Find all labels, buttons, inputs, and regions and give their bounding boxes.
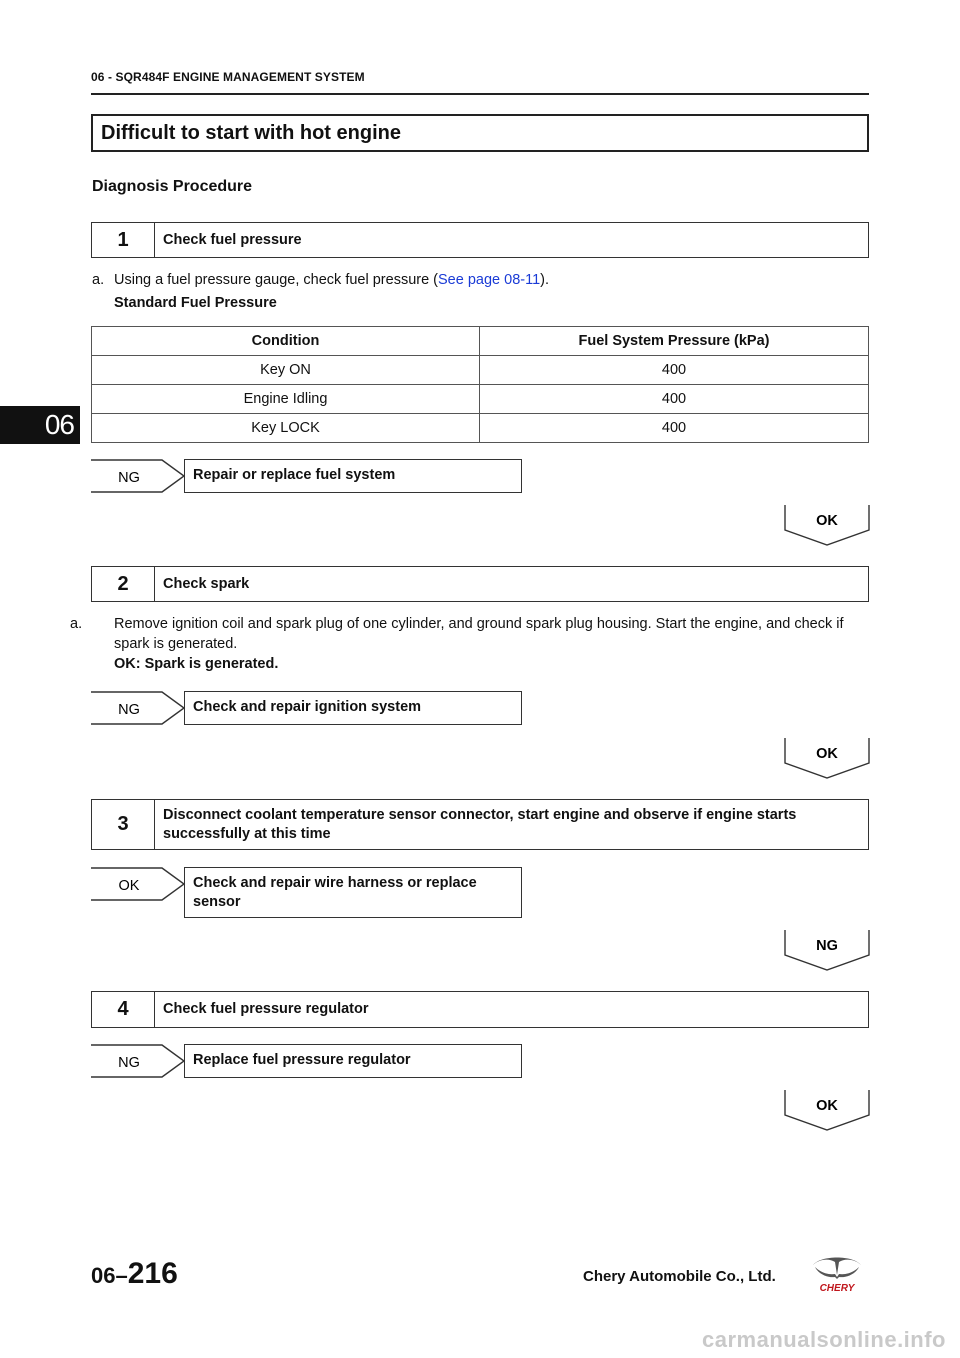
- table-cell: Engine Idling: [92, 385, 480, 414]
- header-rule: [91, 93, 869, 95]
- branch-result-box: Check and repair ignition system: [184, 691, 522, 725]
- table-row: [92, 385, 869, 414]
- side-branch-arrow: [91, 1044, 187, 1078]
- page-title: Difficult to start with hot engine: [91, 114, 869, 152]
- side-branch-arrow: [91, 691, 187, 725]
- branch-result-box: Check and repair wire harness or replace sensor: [184, 867, 522, 918]
- branch-label: OK: [816, 1098, 838, 1114]
- table-header-row: [92, 327, 869, 356]
- table-cell: 400: [480, 385, 869, 414]
- branch-label: OK: [118, 878, 140, 894]
- page-number-value: 216: [127, 1257, 178, 1290]
- ok-condition-note: OK: Spark is generated.: [114, 656, 279, 672]
- step-title: Disconnect coolant temperature sensor connector, start engine and observe if engine starts successfully at this time: [163, 806, 797, 842]
- step-number: 2: [92, 567, 155, 601]
- table-header-cell: Fuel System Pressure (kPa): [480, 327, 869, 356]
- fuel-pressure-table: [91, 326, 869, 443]
- table-cell: 400: [480, 356, 869, 385]
- branch-label: NG: [118, 702, 140, 718]
- step-3-box: [91, 799, 869, 850]
- branch-result-box: Replace fuel pressure regulator: [184, 1044, 522, 1078]
- table-caption: Standard Fuel Pressure: [114, 295, 277, 311]
- table-row: [92, 414, 869, 443]
- chery-logo-icon: [805, 1253, 869, 1295]
- step-4-box: [91, 991, 869, 1028]
- company-name: Chery Automobile Co., Ltd.: [583, 1268, 776, 1285]
- table-cell: 400: [480, 414, 869, 443]
- down-branch-arrow: [784, 930, 870, 972]
- step-number: 4: [92, 992, 155, 1027]
- down-branch-arrow: [784, 1090, 870, 1132]
- instruction-text-end: ).: [540, 272, 549, 288]
- running-header: 06 - SQR484F ENGINE MANAGEMENT SYSTEM: [91, 70, 365, 84]
- step-title: Check fuel pressure: [163, 231, 302, 248]
- step-number: 1: [92, 223, 155, 257]
- down-branch-arrow: [784, 738, 870, 780]
- branch-label: OK: [816, 513, 838, 529]
- branch-label: NG: [118, 1055, 140, 1071]
- side-branch-arrow: [91, 459, 187, 493]
- list-label: a.: [92, 272, 105, 288]
- table-cell: Key ON: [92, 356, 480, 385]
- table-header-cell: Condition: [92, 327, 480, 356]
- down-branch-arrow: [784, 505, 870, 547]
- logo-text: CHERY: [819, 1283, 855, 1294]
- step-1-box: [91, 222, 869, 258]
- step-2-box: [91, 566, 869, 602]
- step-title: Check fuel pressure regulator: [163, 1001, 369, 1017]
- step-title: Check spark: [163, 575, 250, 592]
- page-reference-link[interactable]: See page 08-11: [438, 272, 541, 288]
- branch-result-box: Repair or replace fuel system: [184, 459, 522, 493]
- table-row: [92, 356, 869, 385]
- section-heading: Diagnosis Procedure: [92, 178, 253, 195]
- chapter-side-tab: 06: [0, 406, 80, 444]
- watermark: carmanualsonline.info: [702, 1327, 946, 1352]
- page-number-prefix: 06–: [91, 1263, 128, 1288]
- branch-label: NG: [816, 938, 838, 954]
- instruction-text: Remove ignition coil and spark plug of one cylinder, and ground spark plug housing. Start the engine, and check if spark is generated.: [114, 616, 844, 652]
- step-number: 3: [92, 800, 155, 849]
- page-number: [91, 1257, 178, 1291]
- list-label: a.: [70, 616, 83, 632]
- instruction-text: Using a fuel pressure gauge, check fuel pressure (: [114, 272, 439, 288]
- step-1-instruction: [92, 270, 870, 290]
- step-2-instruction: [70, 614, 870, 654]
- side-branch-arrow: [91, 867, 187, 901]
- branch-label: OK: [816, 746, 838, 762]
- branch-label: NG: [118, 470, 140, 486]
- table-cell: Key LOCK: [92, 414, 480, 443]
